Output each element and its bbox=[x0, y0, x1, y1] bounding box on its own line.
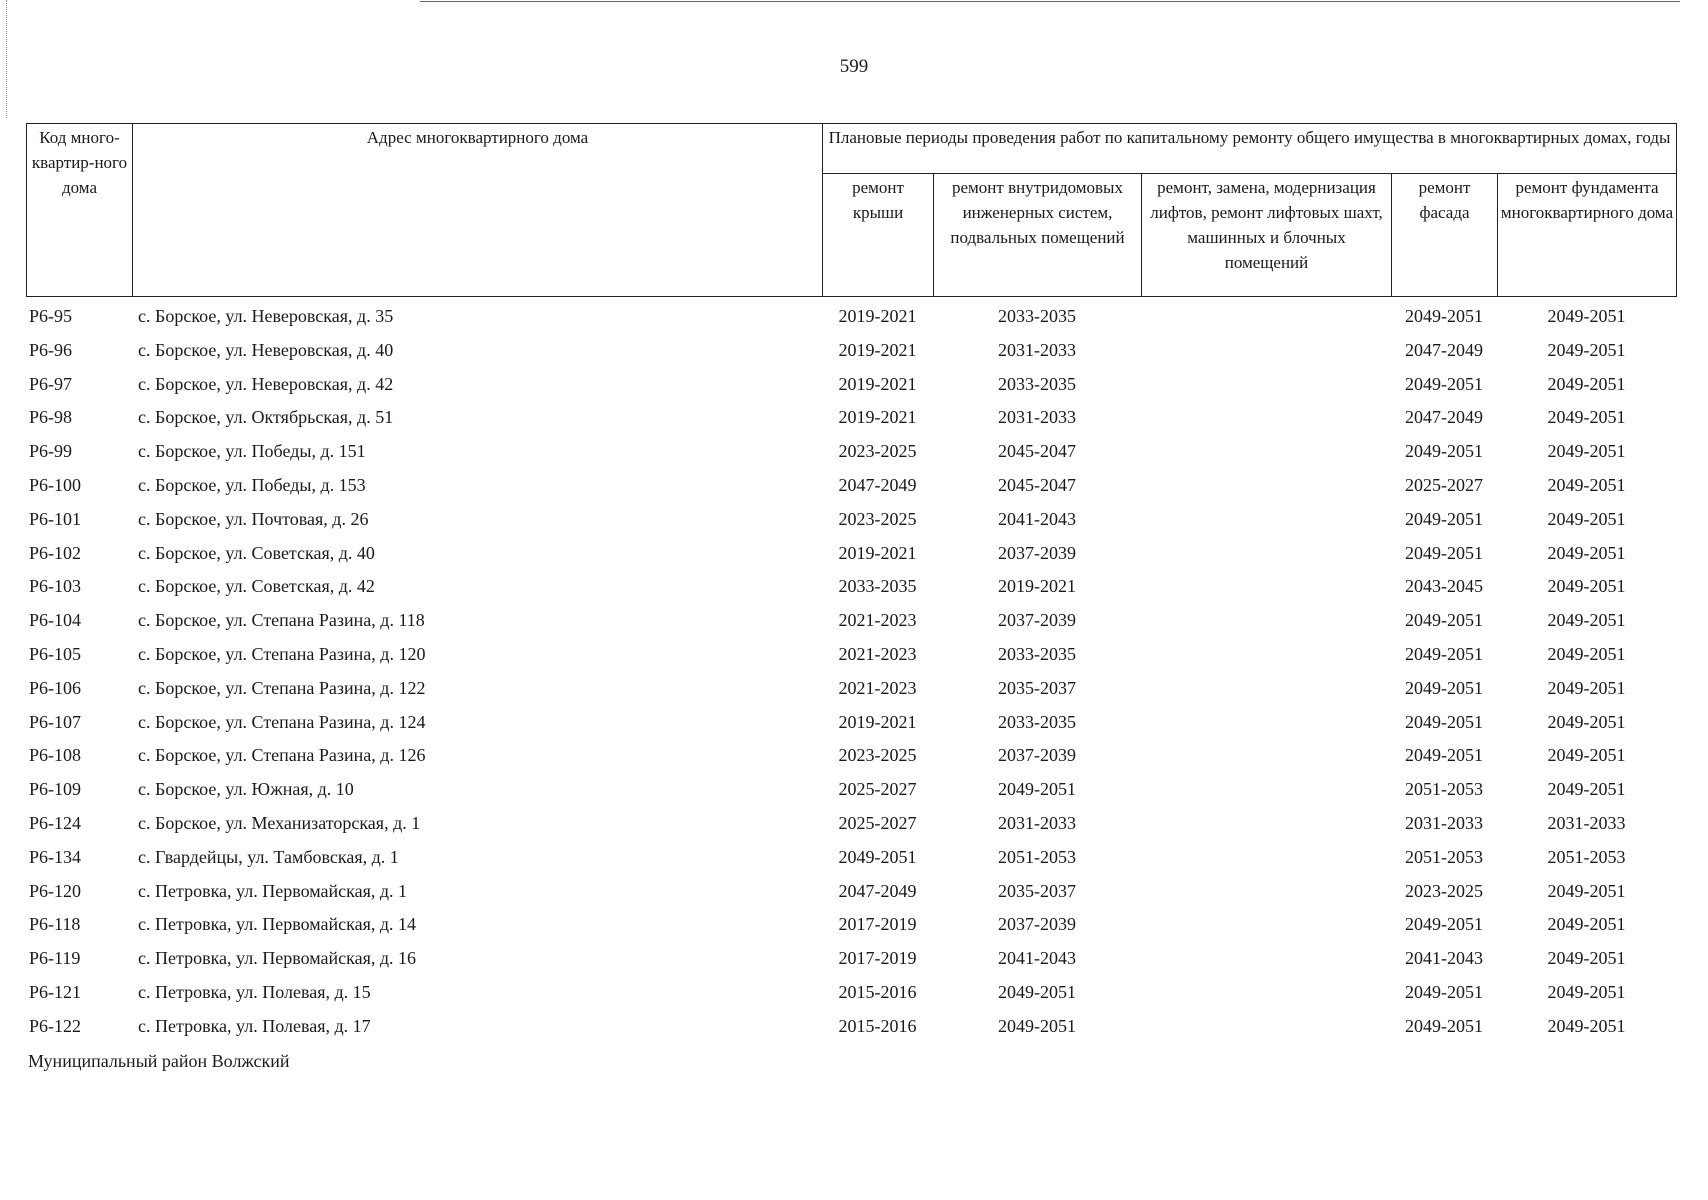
cell-facade: 2049-2051 bbox=[1405, 914, 1483, 935]
cell-address: с. Петровка, ул. Первомайская, д. 16 bbox=[138, 948, 417, 969]
cell-elevators bbox=[1141, 845, 1391, 879]
cell-facade: 2051-2053 bbox=[1405, 779, 1483, 800]
cell-facade: 2049-2051 bbox=[1405, 643, 1483, 664]
header-periods: Плановые периоды проведения работ по капитальному ремонту общего имущества в многоквартирных домах, годы bbox=[823, 124, 1677, 174]
cell-code: Р6-96 bbox=[29, 339, 73, 360]
cell-code: Р6-134 bbox=[29, 846, 82, 867]
cell-elevators bbox=[1141, 980, 1391, 1014]
header-internal: ремонт внутридомовых инженерных систем, подвальных помещений bbox=[934, 173, 1142, 296]
cell-roof: 2025-2027 bbox=[838, 812, 917, 833]
cell-foundation: 2049-2051 bbox=[1547, 339, 1626, 360]
cell-code: Р6-124 bbox=[29, 812, 82, 833]
cell-internal: 2031-2033 bbox=[998, 812, 1076, 833]
cell-internal: 2045-2047 bbox=[998, 441, 1076, 462]
header-elevators: ремонт, замена, модернизация лифтов, ремонт лифтовых шахт, машинных и блочных помещений bbox=[1142, 173, 1392, 296]
cell-internal: 2049-2051 bbox=[998, 779, 1076, 800]
cell-elevators bbox=[1141, 372, 1391, 406]
cell-roof: 2019-2021 bbox=[838, 373, 917, 394]
cell-foundation: 2049-2051 bbox=[1547, 745, 1626, 766]
cell-roof: 2021-2023 bbox=[838, 677, 917, 698]
cell-foundation: 2049-2051 bbox=[1547, 474, 1626, 495]
table-row bbox=[26, 1014, 1676, 1048]
cell-address: с. Борское, ул. Степана Разина, д. 124 bbox=[138, 711, 426, 732]
table-row bbox=[26, 642, 1676, 676]
cell-elevators bbox=[1141, 642, 1391, 676]
cell-code: Р6-107 bbox=[29, 711, 82, 732]
cell-foundation: 2049-2051 bbox=[1547, 441, 1626, 462]
footer-note: Муниципальный район Волжский bbox=[28, 1051, 290, 1071]
cell-elevators bbox=[1141, 811, 1391, 845]
cell-elevators bbox=[1141, 541, 1391, 575]
cell-internal: 2019-2021 bbox=[998, 576, 1076, 597]
cell-code: Р6-120 bbox=[29, 880, 82, 901]
table-row bbox=[26, 912, 1676, 946]
cell-facade: 2047-2049 bbox=[1405, 407, 1483, 428]
cell-elevators bbox=[1141, 946, 1391, 980]
cell-code: Р6-95 bbox=[29, 306, 73, 326]
cell-code: Р6-119 bbox=[29, 948, 81, 969]
cell-code: Р6-98 bbox=[29, 407, 73, 428]
cell-facade: 2049-2051 bbox=[1405, 373, 1483, 394]
header-address: Адрес многоквартирного дома bbox=[133, 124, 823, 297]
cell-code: Р6-121 bbox=[29, 981, 82, 1002]
cell-foundation: 2049-2051 bbox=[1547, 542, 1626, 563]
cell-internal: 2037-2039 bbox=[998, 914, 1076, 935]
cell-address: с. Борское, ул. Победы, д. 153 bbox=[138, 474, 366, 495]
cell-foundation: 2049-2051 bbox=[1547, 373, 1626, 394]
cell-code: Р6-102 bbox=[29, 542, 82, 563]
cell-elevators bbox=[1141, 338, 1391, 372]
cell-roof: 2047-2049 bbox=[838, 474, 917, 495]
cell-foundation: 2049-2051 bbox=[1547, 880, 1626, 901]
cell-facade: 2041-2043 bbox=[1405, 948, 1483, 969]
cell-address: с. Борское, ул. Степана Разина, д. 122 bbox=[138, 677, 426, 698]
cell-internal: 2041-2043 bbox=[998, 948, 1076, 969]
cell-facade: 2049-2051 bbox=[1405, 306, 1483, 326]
header-code: Код много-квартир-ного дома bbox=[27, 124, 133, 297]
page-number: 599 bbox=[839, 56, 869, 77]
cell-foundation: 2049-2051 bbox=[1547, 306, 1626, 326]
cell-internal: 2035-2037 bbox=[998, 677, 1076, 698]
cell-address: с. Петровка, ул. Полевая, д. 17 bbox=[138, 1015, 371, 1036]
cell-address: с. Борское, ул. Советская, д. 42 bbox=[138, 576, 375, 597]
cell-internal: 2037-2039 bbox=[998, 745, 1076, 766]
cell-address: с. Борское, ул. Степана Разина, д. 126 bbox=[138, 745, 426, 766]
table-row bbox=[26, 777, 1676, 811]
cell-elevators bbox=[1141, 405, 1391, 439]
cell-foundation: 2049-2051 bbox=[1547, 508, 1626, 529]
cell-code: Р6-101 bbox=[29, 508, 82, 529]
cell-roof: 2023-2025 bbox=[838, 441, 917, 462]
table-row bbox=[26, 845, 1676, 879]
cell-foundation: 2049-2051 bbox=[1547, 981, 1626, 1002]
table-body bbox=[26, 304, 1676, 1048]
cell-roof: 2015-2016 bbox=[838, 1015, 917, 1036]
cell-address: с. Петровка, ул. Первомайская, д. 1 bbox=[138, 880, 408, 901]
cell-foundation: 2049-2051 bbox=[1547, 677, 1626, 698]
cell-roof: 2019-2021 bbox=[838, 306, 917, 326]
cell-roof: 2021-2023 bbox=[838, 643, 917, 664]
header-facade: ремонт фасада bbox=[1392, 173, 1498, 296]
cell-roof: 2019-2021 bbox=[838, 542, 917, 563]
cell-facade: 2049-2051 bbox=[1405, 745, 1483, 766]
cell-address: с. Гвардейцы, ул. Тамбовская, д. 1 bbox=[138, 846, 399, 867]
cell-code: Р6-109 bbox=[29, 779, 82, 800]
table-header bbox=[26, 123, 1677, 297]
cell-facade: 2049-2051 bbox=[1405, 542, 1483, 563]
table-row bbox=[26, 473, 1676, 507]
cell-facade: 2049-2051 bbox=[1405, 1015, 1483, 1036]
cell-facade: 2049-2051 bbox=[1405, 441, 1483, 462]
table-row bbox=[26, 980, 1676, 1014]
header-foundation: ремонт фундамента многоквартирного дома bbox=[1498, 173, 1677, 296]
cell-facade: 2049-2051 bbox=[1405, 677, 1483, 698]
cell-address: с. Борское, ул. Неверовская, д. 35 bbox=[138, 306, 394, 326]
cell-roof: 2033-2035 bbox=[838, 576, 917, 597]
cell-elevators bbox=[1141, 710, 1391, 744]
cell-internal: 2037-2039 bbox=[998, 542, 1076, 563]
cell-roof: 2015-2016 bbox=[838, 981, 917, 1002]
table-row bbox=[26, 439, 1676, 473]
cell-internal: 2045-2047 bbox=[998, 474, 1076, 495]
table-row bbox=[26, 405, 1676, 439]
cell-code: Р6-108 bbox=[29, 745, 82, 766]
cell-internal: 2049-2051 bbox=[998, 981, 1076, 1002]
cell-internal: 2031-2033 bbox=[998, 339, 1076, 360]
cell-foundation: 2049-2051 bbox=[1547, 1015, 1626, 1036]
cell-roof: 2049-2051 bbox=[838, 846, 917, 867]
cell-elevators bbox=[1141, 912, 1391, 946]
cell-roof: 2047-2049 bbox=[838, 880, 917, 901]
table-row bbox=[26, 811, 1676, 845]
cell-internal: 2033-2035 bbox=[998, 711, 1076, 732]
cell-roof: 2023-2025 bbox=[838, 508, 917, 529]
cell-roof: 2021-2023 bbox=[838, 610, 917, 631]
cell-elevators bbox=[1141, 608, 1391, 642]
cell-address: с. Петровка, ул. Полевая, д. 15 bbox=[138, 981, 371, 1002]
table-row bbox=[26, 541, 1676, 575]
cell-roof: 2023-2025 bbox=[838, 745, 917, 766]
cell-internal: 2035-2037 bbox=[998, 880, 1076, 901]
cell-elevators bbox=[1141, 507, 1391, 541]
cell-elevators bbox=[1141, 574, 1391, 608]
cell-address: с. Борское, ул. Неверовская, д. 40 bbox=[138, 339, 394, 360]
cell-code: Р6-99 bbox=[29, 441, 73, 462]
table-row bbox=[26, 304, 1676, 338]
cell-roof: 2017-2019 bbox=[838, 914, 917, 935]
cell-address: с. Борское, ул. Почтовая, д. 26 bbox=[138, 508, 369, 529]
cell-elevators bbox=[1141, 473, 1391, 507]
cell-elevators bbox=[1141, 777, 1391, 811]
cell-address: с. Борское, ул. Степана Разина, д. 120 bbox=[138, 643, 426, 664]
cell-address: с. Борское, ул. Неверовская, д. 42 bbox=[138, 373, 394, 394]
table-row bbox=[26, 372, 1676, 406]
cell-code: Р6-122 bbox=[29, 1015, 82, 1036]
cell-roof: 2017-2019 bbox=[838, 948, 917, 969]
cell-internal: 2031-2033 bbox=[998, 407, 1076, 428]
cell-code: Р6-103 bbox=[29, 576, 82, 597]
cell-foundation: 2049-2051 bbox=[1547, 610, 1626, 631]
table-row bbox=[26, 946, 1676, 980]
cell-code: Р6-104 bbox=[29, 610, 82, 631]
cell-roof: 2019-2021 bbox=[838, 711, 917, 732]
cell-internal: 2037-2039 bbox=[998, 610, 1076, 631]
cell-elevators bbox=[1141, 743, 1391, 777]
header-roof: ремонт крыши bbox=[823, 173, 934, 296]
top-rule bbox=[420, 1, 1680, 2]
cell-elevators bbox=[1141, 304, 1391, 338]
cell-address: с. Борское, ул. Октябрьская, д. 51 bbox=[138, 407, 394, 428]
cell-facade: 2049-2051 bbox=[1405, 981, 1483, 1002]
cell-foundation: 2049-2051 bbox=[1547, 914, 1626, 935]
cell-elevators bbox=[1141, 439, 1391, 473]
cell-facade: 2047-2049 bbox=[1405, 339, 1483, 360]
cell-elevators bbox=[1141, 879, 1391, 913]
cell-code: Р6-97 bbox=[29, 373, 73, 394]
cell-internal: 2051-2053 bbox=[998, 846, 1076, 867]
cell-code: Р6-118 bbox=[29, 914, 81, 935]
table-row bbox=[26, 879, 1676, 913]
cell-facade: 2049-2051 bbox=[1405, 711, 1483, 732]
cell-foundation: 2049-2051 bbox=[1547, 407, 1626, 428]
cell-elevators bbox=[1141, 1014, 1391, 1048]
cell-address: с. Борское, ул. Механизаторская, д. 1 bbox=[138, 812, 421, 833]
cell-foundation: 2049-2051 bbox=[1547, 779, 1626, 800]
cell-internal: 2033-2035 bbox=[998, 373, 1076, 394]
cell-foundation: 2049-2051 bbox=[1547, 643, 1626, 664]
table-row bbox=[26, 710, 1676, 744]
table-row bbox=[26, 574, 1676, 608]
cell-internal: 2041-2043 bbox=[998, 508, 1076, 529]
cell-roof: 2019-2021 bbox=[838, 407, 917, 428]
cell-address: с. Борское, ул. Советская, д. 40 bbox=[138, 542, 375, 563]
cell-foundation: 2051-2053 bbox=[1547, 846, 1626, 867]
cell-facade: 2051-2053 bbox=[1405, 846, 1483, 867]
table-row bbox=[26, 507, 1676, 541]
cell-roof: 2019-2021 bbox=[838, 339, 917, 360]
table-row bbox=[26, 608, 1676, 642]
cell-internal: 2049-2051 bbox=[998, 1015, 1076, 1036]
cell-address: с. Петровка, ул. Первомайская, д. 14 bbox=[138, 914, 417, 935]
table-row bbox=[26, 743, 1676, 777]
cell-internal: 2033-2035 bbox=[998, 643, 1076, 664]
cell-foundation: 2049-2051 bbox=[1547, 576, 1626, 597]
cell-facade: 2043-2045 bbox=[1405, 576, 1483, 597]
cell-internal: 2033-2035 bbox=[998, 306, 1076, 326]
table-row bbox=[26, 338, 1676, 372]
cell-foundation: 2031-2033 bbox=[1547, 812, 1626, 833]
cell-foundation: 2049-2051 bbox=[1547, 711, 1626, 732]
cell-code: Р6-106 bbox=[29, 677, 82, 698]
cell-facade: 2023-2025 bbox=[1405, 880, 1483, 901]
cell-foundation: 2049-2051 bbox=[1547, 948, 1626, 969]
cell-facade: 2049-2051 bbox=[1405, 508, 1483, 529]
cell-address: с. Борское, ул. Победы, д. 151 bbox=[138, 441, 366, 462]
cell-facade: 2025-2027 bbox=[1405, 474, 1483, 495]
cell-code: Р6-105 bbox=[29, 643, 82, 664]
cell-address: с. Борское, ул. Южная, д. 10 bbox=[138, 779, 354, 800]
cell-facade: 2031-2033 bbox=[1405, 812, 1483, 833]
cell-code: Р6-100 bbox=[29, 474, 82, 495]
cell-facade: 2049-2051 bbox=[1405, 610, 1483, 631]
table-row bbox=[26, 676, 1676, 710]
cell-address: с. Борское, ул. Степана Разина, д. 118 bbox=[138, 610, 425, 631]
cell-elevators bbox=[1141, 676, 1391, 710]
cell-roof: 2025-2027 bbox=[838, 779, 917, 800]
